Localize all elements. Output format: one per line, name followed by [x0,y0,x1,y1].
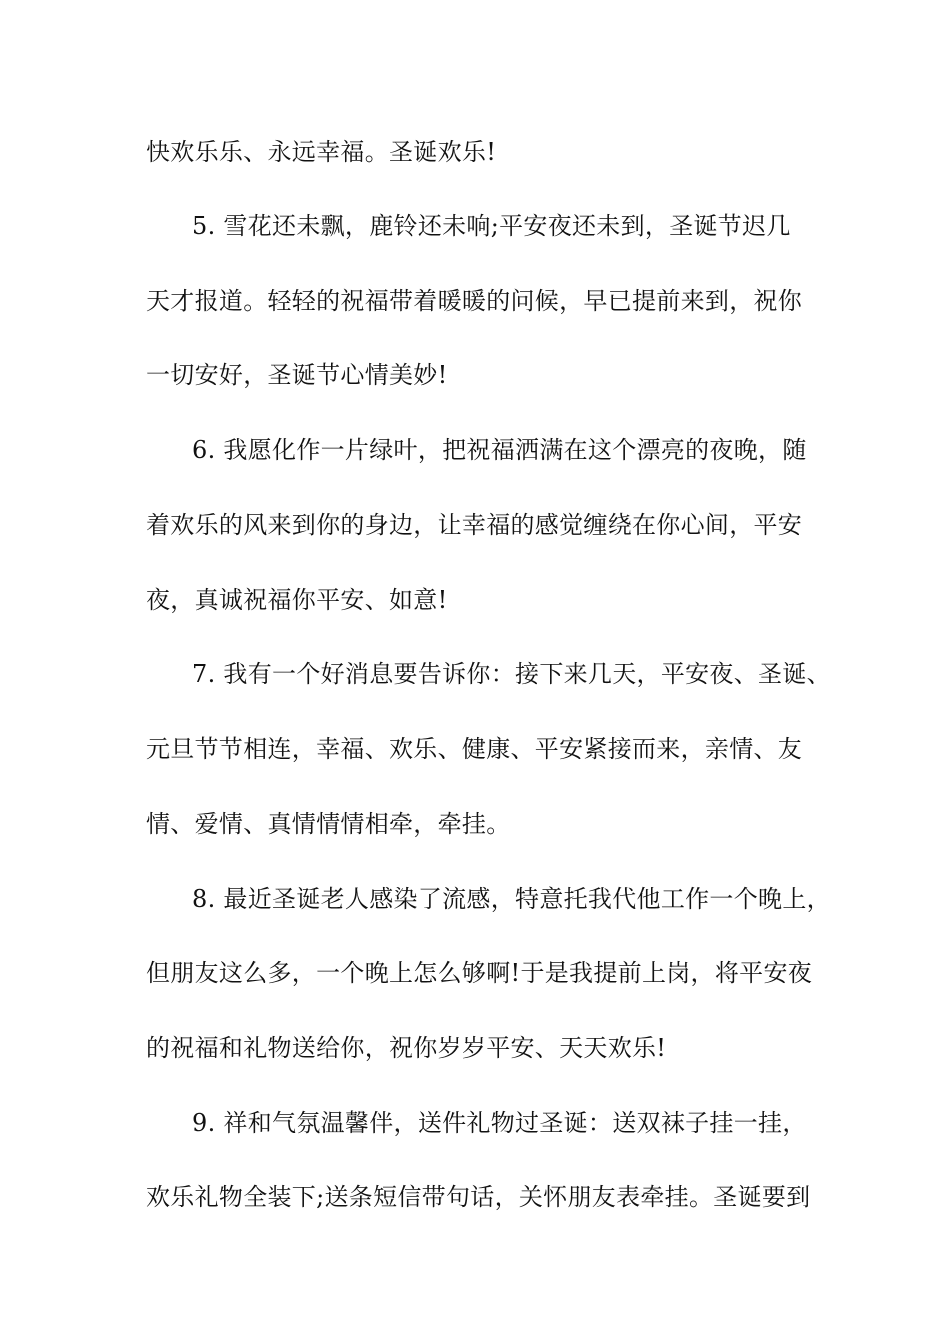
text-line: 一切安好，圣诞节心情美妙! [146,361,448,389]
text-line: 天才报道。轻轻的祝福带着暖暖的问候，早已提前来到，祝你 [146,287,803,315]
text-line: 欢乐礼物全装下;送条短信带句话，关怀朋友表牵挂。圣诞要到 [146,1183,811,1211]
text-line: 元旦节节相连，幸福、欢乐、健康、平安紧接而来，亲情、友 [146,735,803,763]
text-line: 9. 祥和气氛温馨伴，送件礼物过圣诞：送双袜子挂一挂， [192,1109,807,1137]
text-line: 快欢乐乐、永远幸福。圣诞欢乐! [146,138,497,166]
text-line: 6. 我愿化作一片绿叶，把祝福洒满在这个漂亮的夜晚，随 [192,436,807,464]
text-line: 7. 我有一个好消息要告诉你：接下来几天，平安夜、圣诞、 [192,660,831,688]
text-line: 的祝福和礼物送给你，祝你岁岁平安、天天欢乐! [146,1034,667,1062]
text-line: 着欢乐的风来到你的身边，让幸福的感觉缠绕在你心间，平安 [146,511,803,539]
text-line: 情、爱情、真情情情相牵，牵挂。 [146,810,511,838]
text-line: 5. 雪花还未飘，鹿铃还未响;平安夜还未到，圣诞节迟几 [192,212,791,240]
text-line: 8. 最近圣诞老人感染了流感，特意托我代他工作一个晚上， [192,885,831,913]
text-line: 夜，真诚祝福你平安、如意! [146,586,448,614]
text-line: 但朋友这么多，一个晚上怎么够啊!于是我提前上岗，将平安夜 [146,959,813,987]
